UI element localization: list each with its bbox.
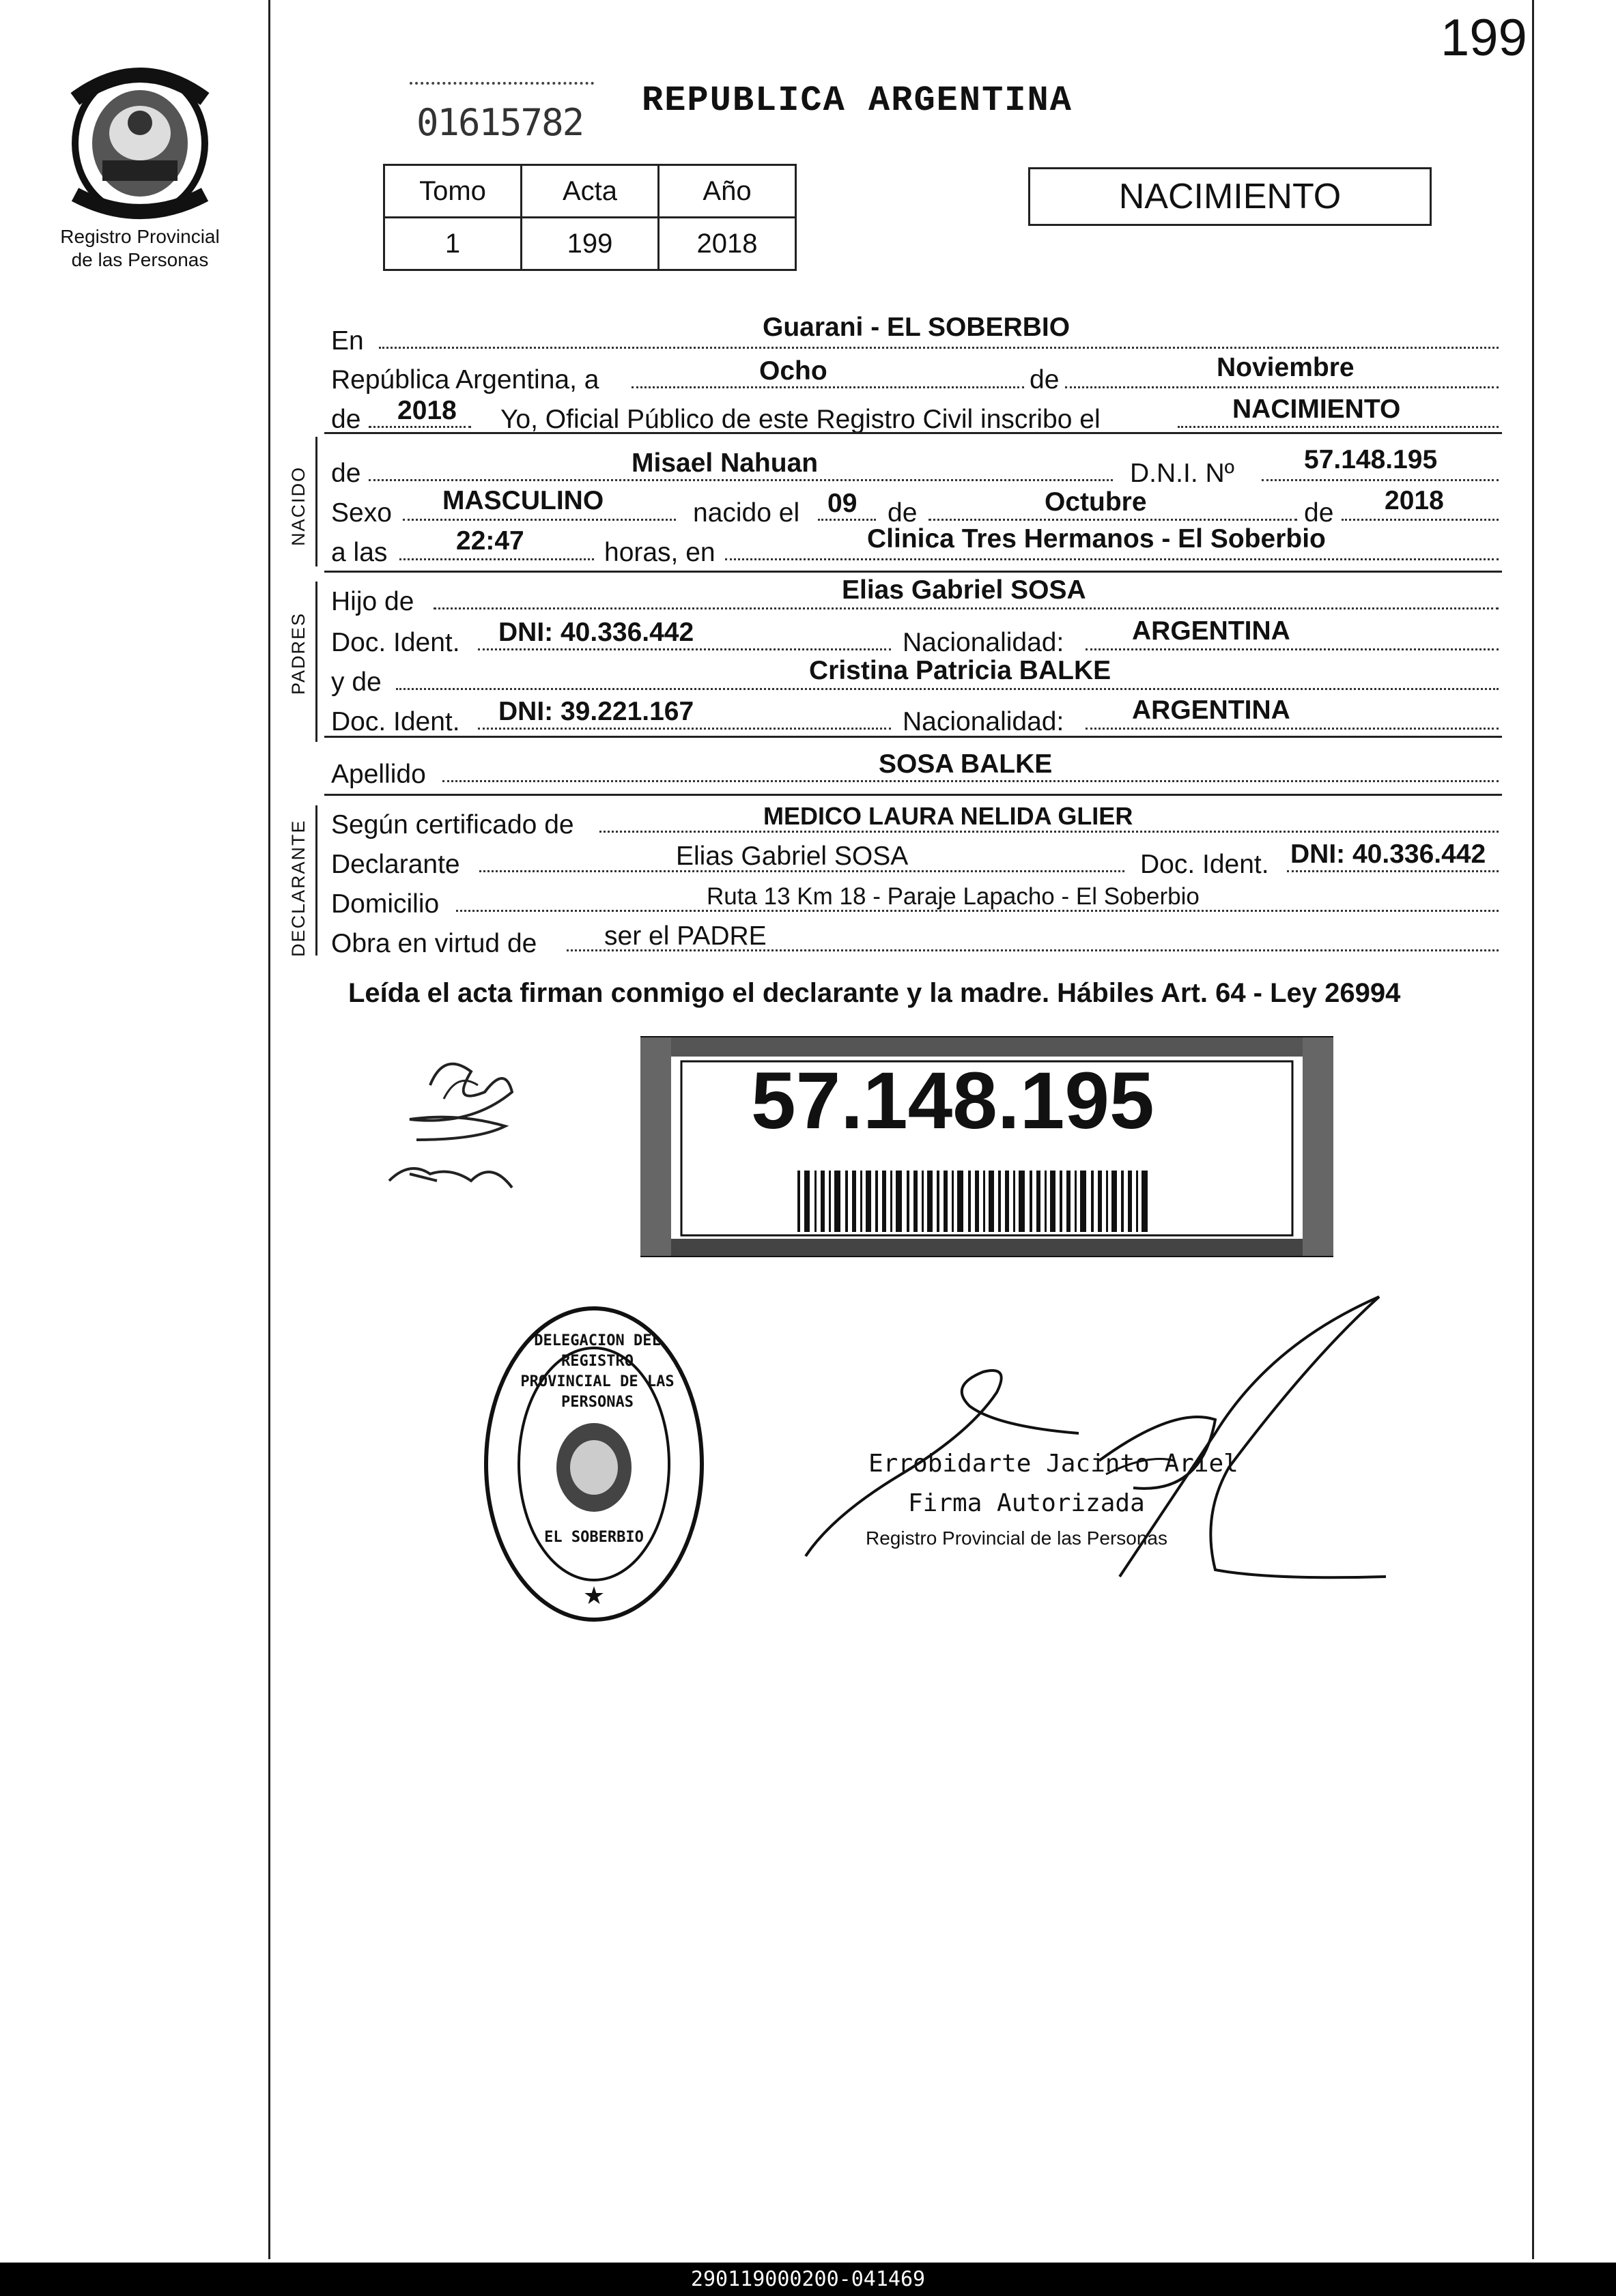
closing-text: Leída el acta firman conmigo el declarante y la madre. Hábiles Art. 64 - Ley 26994 [348, 978, 1401, 1008]
label-nacido-el: nacido el [693, 498, 800, 528]
value-hora: 22:47 [456, 526, 524, 556]
dots-nac-dia [818, 519, 876, 521]
label-de2: de [331, 405, 361, 434]
label-declarante: Declarante [331, 850, 460, 879]
dots-padre-doc [478, 648, 891, 650]
serial-number: 01615782 [416, 101, 584, 144]
svg-text:★: ★ [582, 1582, 606, 1610]
value-madre: Cristina Patricia BALKE [809, 656, 1111, 685]
value-padre: Elias Gabriel SOSA [842, 575, 1086, 605]
padres-bracket [315, 582, 317, 742]
round-stamp-inner-text: EL SOBERBIO [544, 1529, 644, 1546]
left-margin-line [268, 0, 270, 2259]
registry-table [383, 164, 797, 271]
logo-caption [27, 225, 253, 272]
declarante-bracket [315, 805, 317, 956]
value-lugar: Guarani - EL SOBERBIO [763, 313, 1071, 342]
side-label-padres: PADRES [288, 612, 309, 695]
dots-madre-doc [478, 728, 891, 730]
anio-header: Año [659, 165, 796, 218]
value-apellido: SOSA BALKE [879, 749, 1053, 779]
dots-dia [632, 386, 1024, 388]
value-nac-mes: Octubre [1045, 487, 1147, 517]
separator-1 [324, 432, 1502, 434]
acta-header: Acta [522, 165, 659, 218]
label-doc-ident1: Doc. Ident. [331, 628, 460, 657]
label-de5: de [1304, 498, 1334, 528]
official-role: Firma Autorizada [908, 1489, 1145, 1517]
label-apellido: Apellido [331, 760, 426, 789]
side-label-declarante: DECLARANTE [288, 819, 309, 957]
label-hijo-de: Hijo de [331, 587, 414, 616]
nacido-bracket [315, 437, 317, 566]
declarant-signature [369, 1044, 546, 1201]
label-nacionalidad2: Nacionalidad: [903, 707, 1064, 736]
value-padre-nac: ARGENTINA [1132, 616, 1290, 646]
dots-en [379, 347, 1499, 349]
label-horas-en: horas, en [604, 538, 715, 567]
official-office: Registro Provincial de las Personas [866, 1527, 1167, 1549]
label-y-de: y de [331, 668, 382, 697]
dots-padre [434, 607, 1499, 609]
dots-dni [1262, 479, 1499, 481]
separator-2 [324, 571, 1502, 573]
dots-madre [396, 688, 1499, 690]
official-name: Errobidarte Jacinto Ariel [868, 1450, 1238, 1478]
tomo-header: Tomo [384, 165, 522, 218]
dots-hora [399, 558, 594, 560]
label-de1: de [1030, 365, 1060, 394]
dots-nac-mes [929, 519, 1297, 521]
label-domicilio: Domicilio [331, 889, 440, 919]
dots-apellido [442, 780, 1499, 782]
value-nac-anio: 2018 [1385, 486, 1444, 515]
round-stamp-outer-text: DELEGACION DEL REGISTRO PROVINCIAL DE LAS PERSONAS [520, 1332, 675, 1411]
value-dia: Ocho [759, 356, 827, 386]
value-nac-dia: 09 [827, 489, 857, 518]
tomo-value: 1 [384, 218, 522, 270]
value-padre-doc: DNI: 40.336.442 [498, 618, 694, 647]
dni-sticker-number: 57.148.195 [751, 1056, 1154, 1146]
anio-value: 2018 [659, 218, 796, 270]
separator-3 [324, 736, 1502, 738]
separator-4 [324, 794, 1502, 796]
label-republica: República Argentina, a [331, 365, 599, 394]
serial-dotted-line [410, 82, 594, 85]
label-en: En [331, 326, 364, 356]
dots-certificado [599, 831, 1499, 833]
value-madre-nac: ARGENTINA [1132, 695, 1290, 725]
label-doc-ident3: Doc. Ident. [1140, 850, 1269, 879]
value-certificado: MEDICO LAURA NELIDA GLIER [763, 802, 1133, 830]
side-label-nacido: NACIDO [288, 465, 309, 546]
dots-padre-nac [1086, 648, 1499, 650]
dots-anio [369, 426, 471, 428]
logo-caption-line2: de las Personas [71, 249, 209, 270]
provincial-coat-of-arms [61, 58, 218, 222]
header-title: REPUBLICA ARGENTINA [642, 81, 1073, 121]
registry-value-row [384, 218, 796, 270]
dots-nac-anio [1342, 519, 1499, 521]
value-nombre: Misael Nahuan [632, 448, 819, 478]
label-de4: de [888, 498, 918, 528]
value-dni: 57.148.195 [1304, 445, 1438, 474]
value-declarante: Elias Gabriel SOSA [676, 842, 909, 871]
label-yo: Yo, Oficial Público de este Registro Civil inscribo el [500, 405, 1101, 434]
dots-nombre [369, 479, 1113, 481]
value-lugar-nac: Clinica Tres Hermanos - El Soberbio [867, 524, 1326, 554]
label-a-las: a las [331, 538, 388, 567]
value-sexo: MASCULINO [442, 486, 604, 515]
logo-caption-line1: Registro Provincial [60, 226, 220, 247]
act-type-box: NACIMIENTO [1028, 167, 1432, 226]
value-tipo: NACIMIENTO [1232, 394, 1401, 424]
value-domicilio: Ruta 13 Km 18 - Paraje Lapacho - El Soberbio [707, 883, 1200, 910]
label-doc-ident2: Doc. Ident. [331, 707, 460, 736]
dots-lugar-nac [725, 558, 1499, 560]
value-madre-doc: DNI: 39.221.167 [498, 697, 694, 726]
page-number: 199 [1441, 9, 1527, 67]
label-sexo: Sexo [331, 498, 392, 528]
value-declarante-doc: DNI: 40.336.442 [1290, 840, 1486, 869]
dots-declarante-doc [1287, 870, 1499, 872]
label-segun: Según certificado de [331, 810, 574, 840]
dots-madre-nac [1086, 728, 1499, 730]
registry-header-row [384, 165, 796, 218]
label-nacionalidad1: Nacionalidad: [903, 628, 1064, 657]
dots-sexo [403, 519, 676, 521]
label-de3: de [331, 459, 361, 488]
right-margin-line [1532, 0, 1534, 2259]
value-mes: Noviembre [1217, 353, 1355, 382]
dots-mes [1065, 386, 1499, 388]
label-dni-no: D.N.I. Nº [1130, 459, 1234, 488]
acta-value: 199 [522, 218, 659, 270]
footer-code: 290119000200-041469 [0, 2263, 1616, 2296]
value-obra: ser el PADRE [604, 921, 767, 951]
value-anio: 2018 [397, 396, 457, 425]
dots-tipo [1178, 426, 1499, 428]
label-obra: Obra en virtud de [331, 929, 537, 958]
